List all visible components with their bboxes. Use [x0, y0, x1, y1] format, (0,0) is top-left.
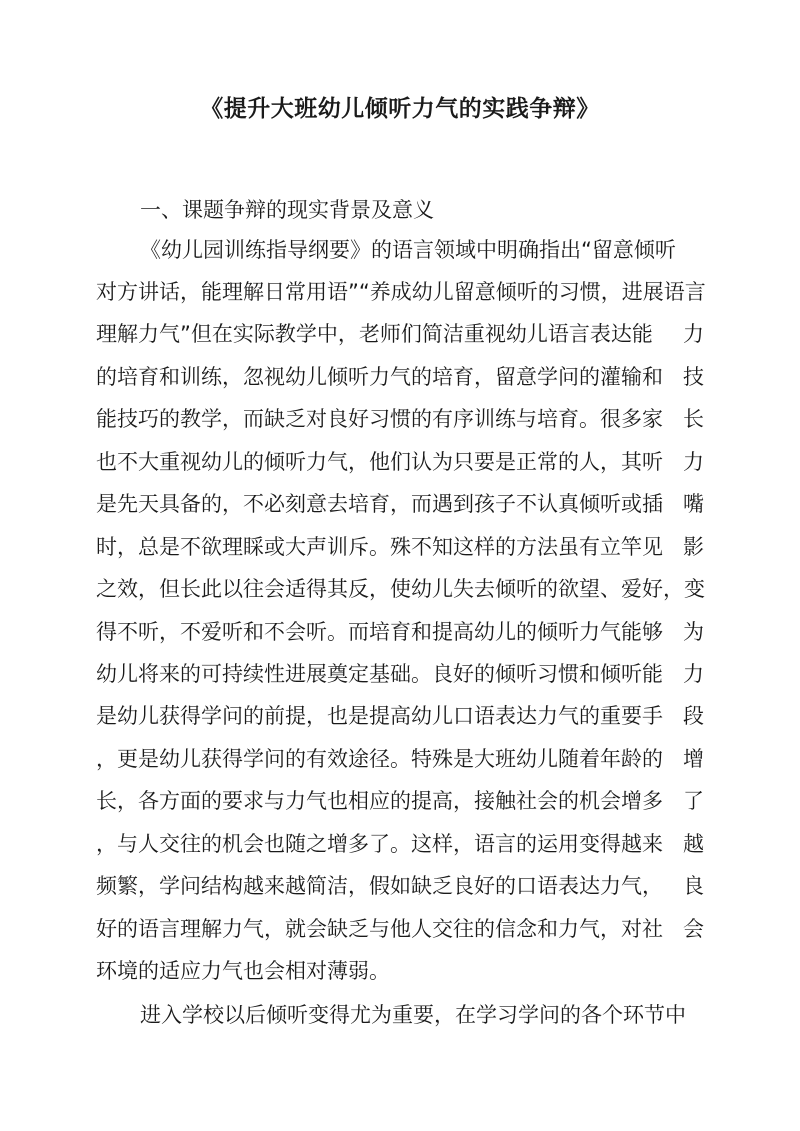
paragraph-line: 对方讲话，能理解日常用语”“养成幼儿留意倾听的习惯，进展语言 [96, 280, 706, 304]
paragraph-line: ，与人交往的机会也随之增多了。这样，语言的运用变得越来 越 [96, 832, 704, 856]
paragraph-line: ，更是幼儿获得学问的有效途径。特殊是大班幼儿随着年龄的 增 [96, 747, 704, 771]
paragraph-line: 理解力气”但在实际教学中，老师们简洁重视幼儿语言表达能 力 [96, 322, 704, 346]
document-title: 《提升大班幼儿倾听力气的实践争辩》 [200, 96, 600, 122]
paragraph-line: 《幼儿园训练指导纲要》的语言领域中明确指出“留意倾听 [140, 238, 676, 262]
paragraph-line: 也不大重视幼儿的倾听力气，他们认为只要是正常的人，其听 力 [96, 450, 704, 474]
paragraph-line: 是幼儿获得学问的前提，也是提高幼儿口语表达力气的重要手 段 [96, 704, 704, 728]
paragraph-line: 环境的适应力气也会相对薄弱。 [96, 959, 390, 983]
paragraph-line: 之效，但长此以往会适得其反，使幼儿失去倾听的欲望、爱好， 变 [96, 577, 705, 601]
paragraph-line: 好的语言理解力气，就会缺乏与他人交往的信念和力气，对社 会 [96, 917, 704, 941]
paragraph-line: 能技巧的教学，而缺乏对良好习惯的有序训练与培育。很多家 长 [96, 407, 704, 431]
paragraph-line: 长，各方面的要求与力气也相应的提高，接触社会的机会增多 了 [96, 789, 704, 813]
paragraph-line: 时，总是不欲理睬或大声训斥。殊不知这样的方法虽有立竿见 影 [96, 535, 704, 559]
section-heading: 一、课题争辩的现实背景及意义 [140, 198, 434, 222]
paragraph-line: 进入学校以后倾听变得尤为重要，在学习学问的各个环节中 [140, 1003, 686, 1027]
paragraph-line: 是先天具备的，不必刻意去培育，而遇到孩子不认真倾听或插 嘴 [96, 492, 704, 516]
paragraph-line: 得不听，不爱听和不会听。而培育和提高幼儿的倾听力气能够 为 [96, 620, 704, 644]
paragraph-line: 的培育和训练，忽视幼儿倾听力气的培育，留意学问的灌输和 技 [96, 365, 704, 389]
paragraph-line: 频繁，学问结构越来越简洁，假如缺乏良好的口语表达力气， 良 [96, 874, 704, 898]
paragraph-line: 幼儿将来的可持续性进展奠定基础。良好的倾听习惯和倾听能 力 [96, 662, 704, 686]
